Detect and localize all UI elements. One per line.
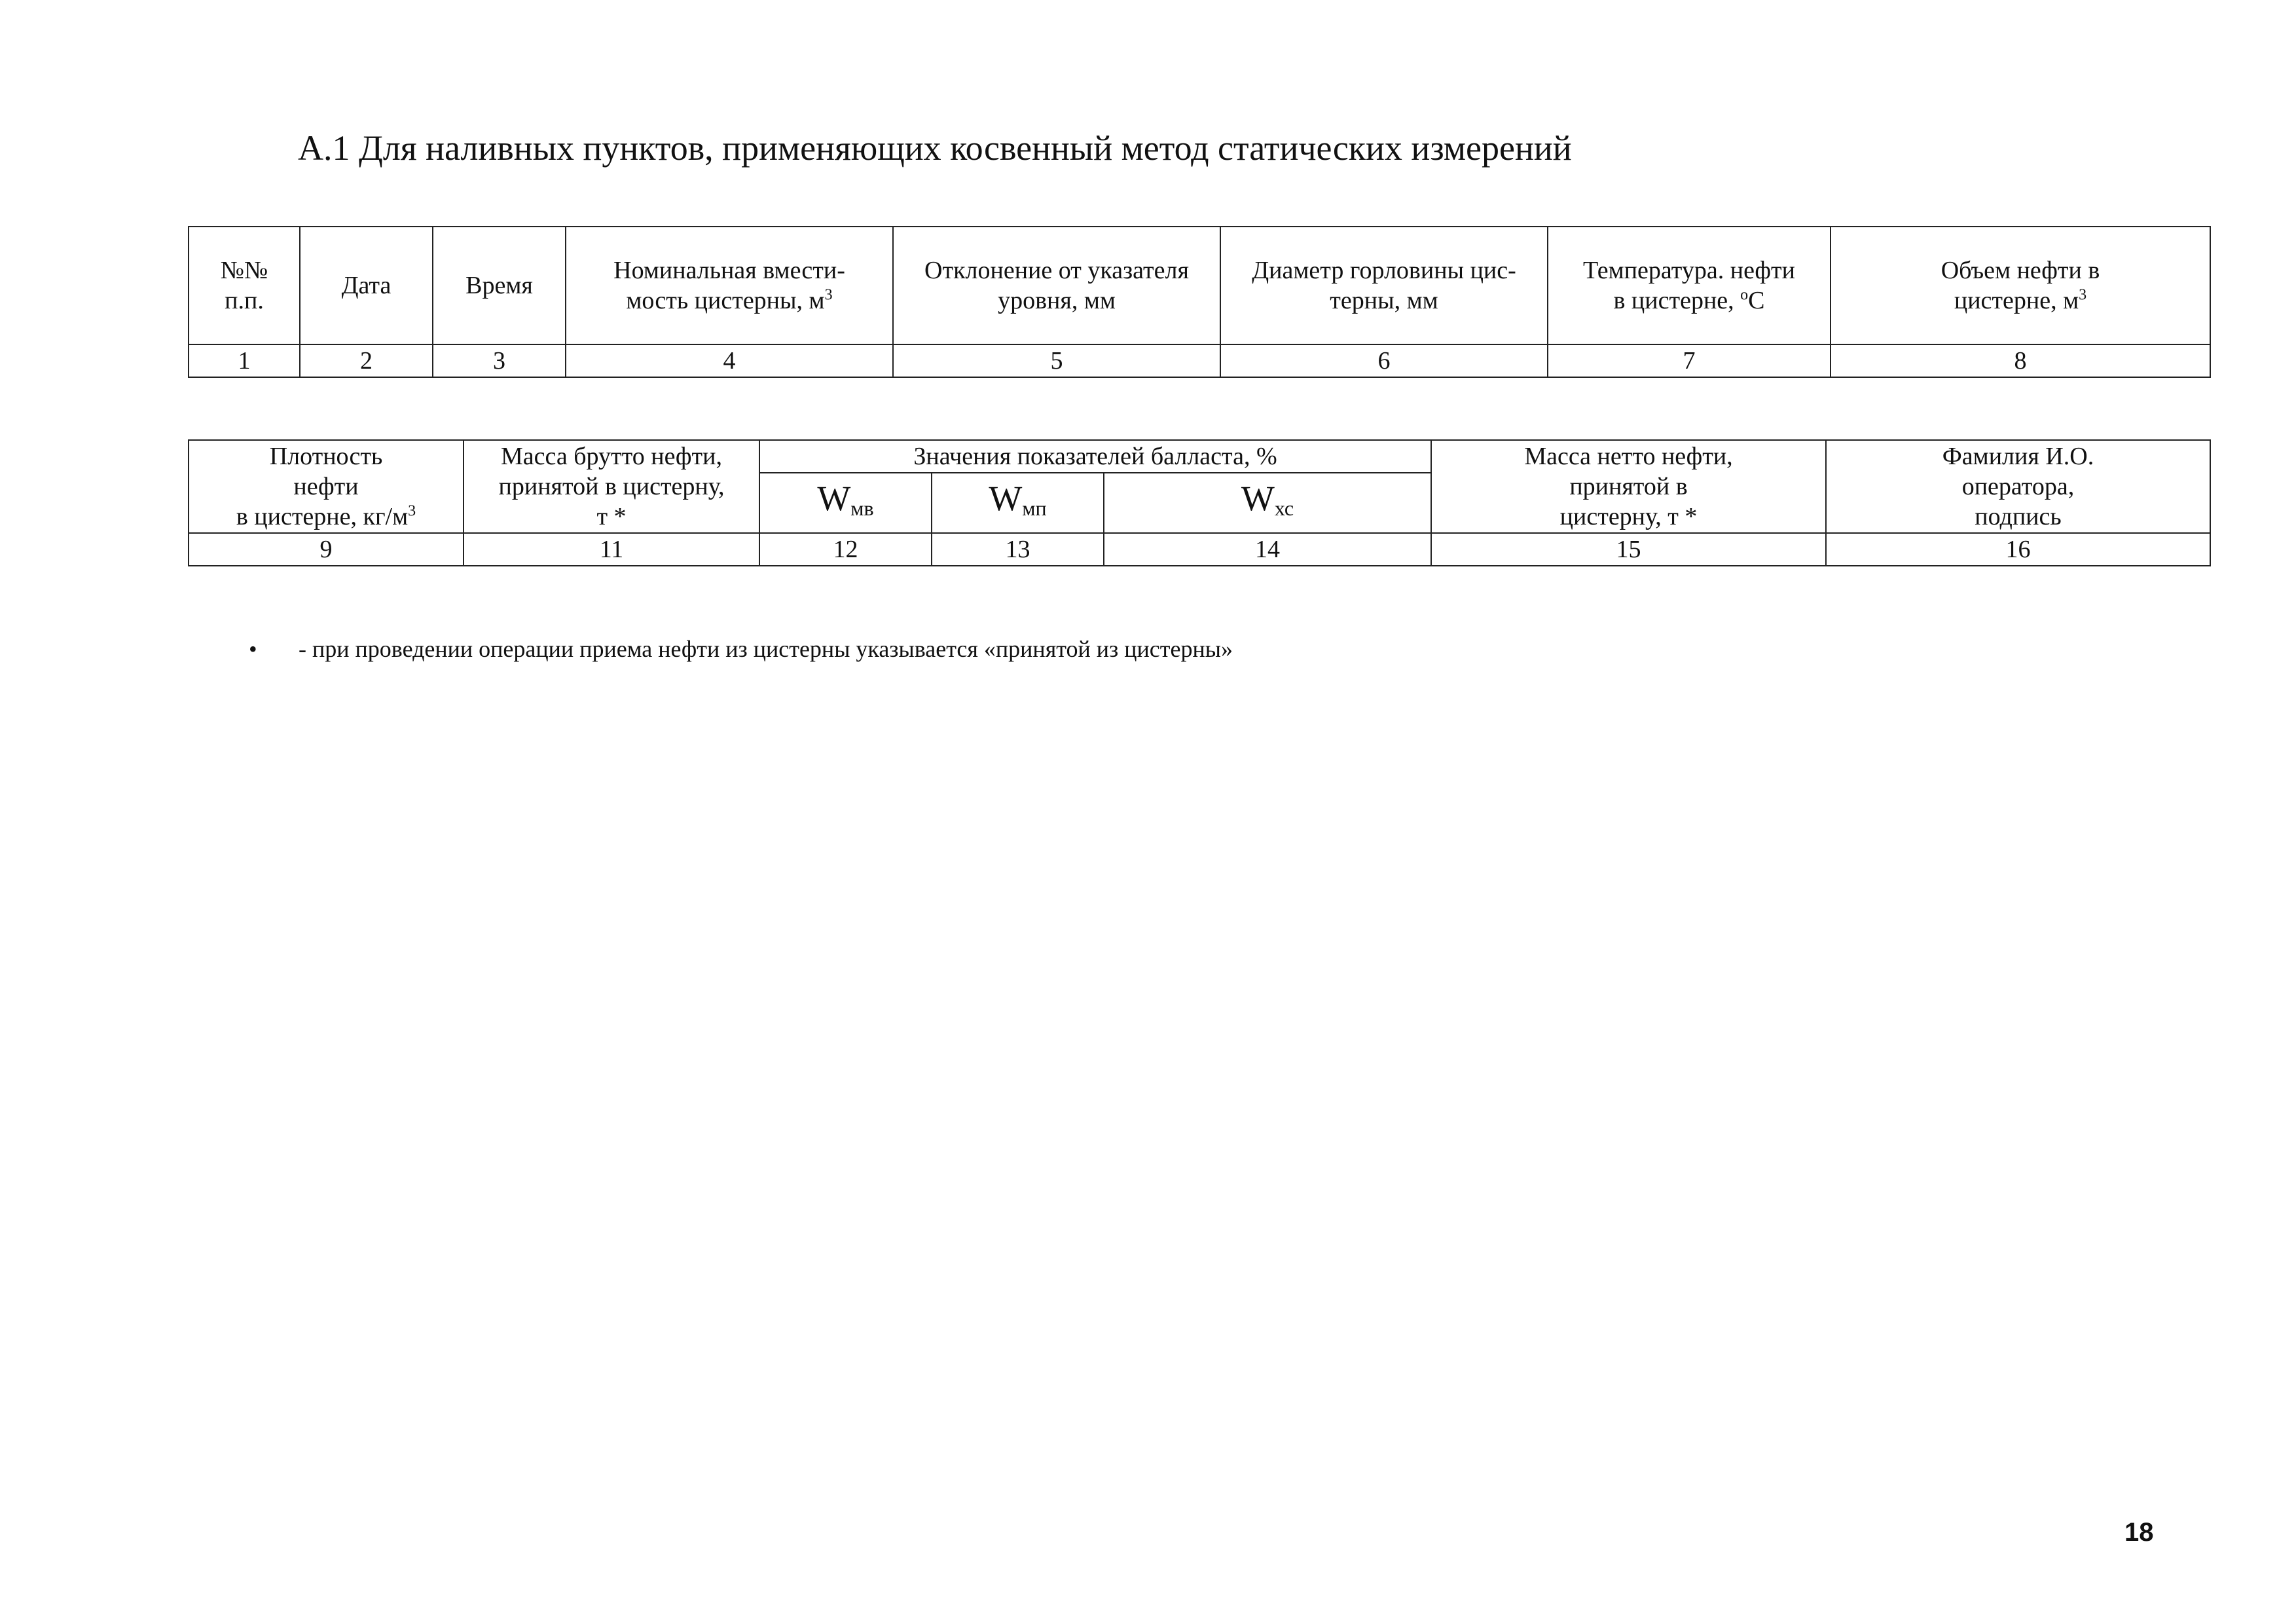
header-cell-w-mp: $W_{мп}$ [932, 473, 1104, 533]
header-cell-date: Дата [300, 227, 433, 344]
section-title: А.1 Для наливных пунктов, применяющих косвенный метод статических измерений [298, 128, 1572, 168]
table-header-row [189, 227, 2210, 344]
header-cell-ballast-values: Значения показателей балласта, % [759, 440, 1431, 473]
footnote [249, 635, 1233, 663]
table-header-row [189, 440, 2210, 473]
page-number: 18 [2124, 1518, 2154, 1547]
header-cell-w-xc: $W_{хс}$ [1104, 473, 1431, 533]
column-number: 14 [1104, 533, 1431, 566]
column-number: 7 [1548, 344, 1831, 377]
header-cell-net-mass: Масса нетто нефти, принятой в цистерну, т * [1431, 440, 1826, 533]
column-number: 5 [893, 344, 1220, 377]
header-cell-oil-volume: Объем нефти в цистерне, $м^3$ [1831, 227, 2210, 344]
column-number: 11 [464, 533, 759, 566]
table-measurements [188, 226, 2211, 378]
column-number: 1 [189, 344, 300, 377]
header-cell-level-deviation: Отклонение от указателя уровня, мм [893, 227, 1220, 344]
bullet-icon: • [249, 636, 257, 662]
header-cell-operator: Фамилия И.О. оператора, подпись [1826, 440, 2210, 533]
column-number-row [189, 344, 2210, 377]
header-cell-density: Плотность нефти в цистерне, $кг/м^3$ [189, 440, 464, 533]
header-cell-nominal-capacity: Номинальная вмести- мость цистерны, $м^3$ [566, 227, 893, 344]
footnote-text: - при проведении операции приема нефти из цистерны указывается «принятой из цистерны» [299, 636, 1233, 662]
header-cell-hatch-diameter: Диаметр горловины цис- терны, мм [1220, 227, 1548, 344]
column-number: 3 [433, 344, 566, 377]
column-number: 15 [1431, 533, 1826, 566]
header-cell-time: Время [433, 227, 566, 344]
header-cell-gross-mass: Масса брутто нефти, принятой в цистерну, т * [464, 440, 759, 533]
column-number: 4 [566, 344, 893, 377]
header-cell-number: №№ п.п. [189, 227, 300, 344]
column-number: 12 [759, 533, 932, 566]
column-number-row [189, 533, 2210, 566]
header-cell-w-mv: $W_{мв}$ [759, 473, 932, 533]
column-number: 9 [189, 533, 464, 566]
column-number: 2 [300, 344, 433, 377]
header-cell-oil-temperature: Температура. нефти в цистерне, $^о$С [1548, 227, 1831, 344]
column-number: 8 [1831, 344, 2210, 377]
table-mass-ballast [188, 439, 2211, 566]
column-number: 13 [932, 533, 1104, 566]
column-number: 16 [1826, 533, 2210, 566]
column-number: 6 [1220, 344, 1548, 377]
